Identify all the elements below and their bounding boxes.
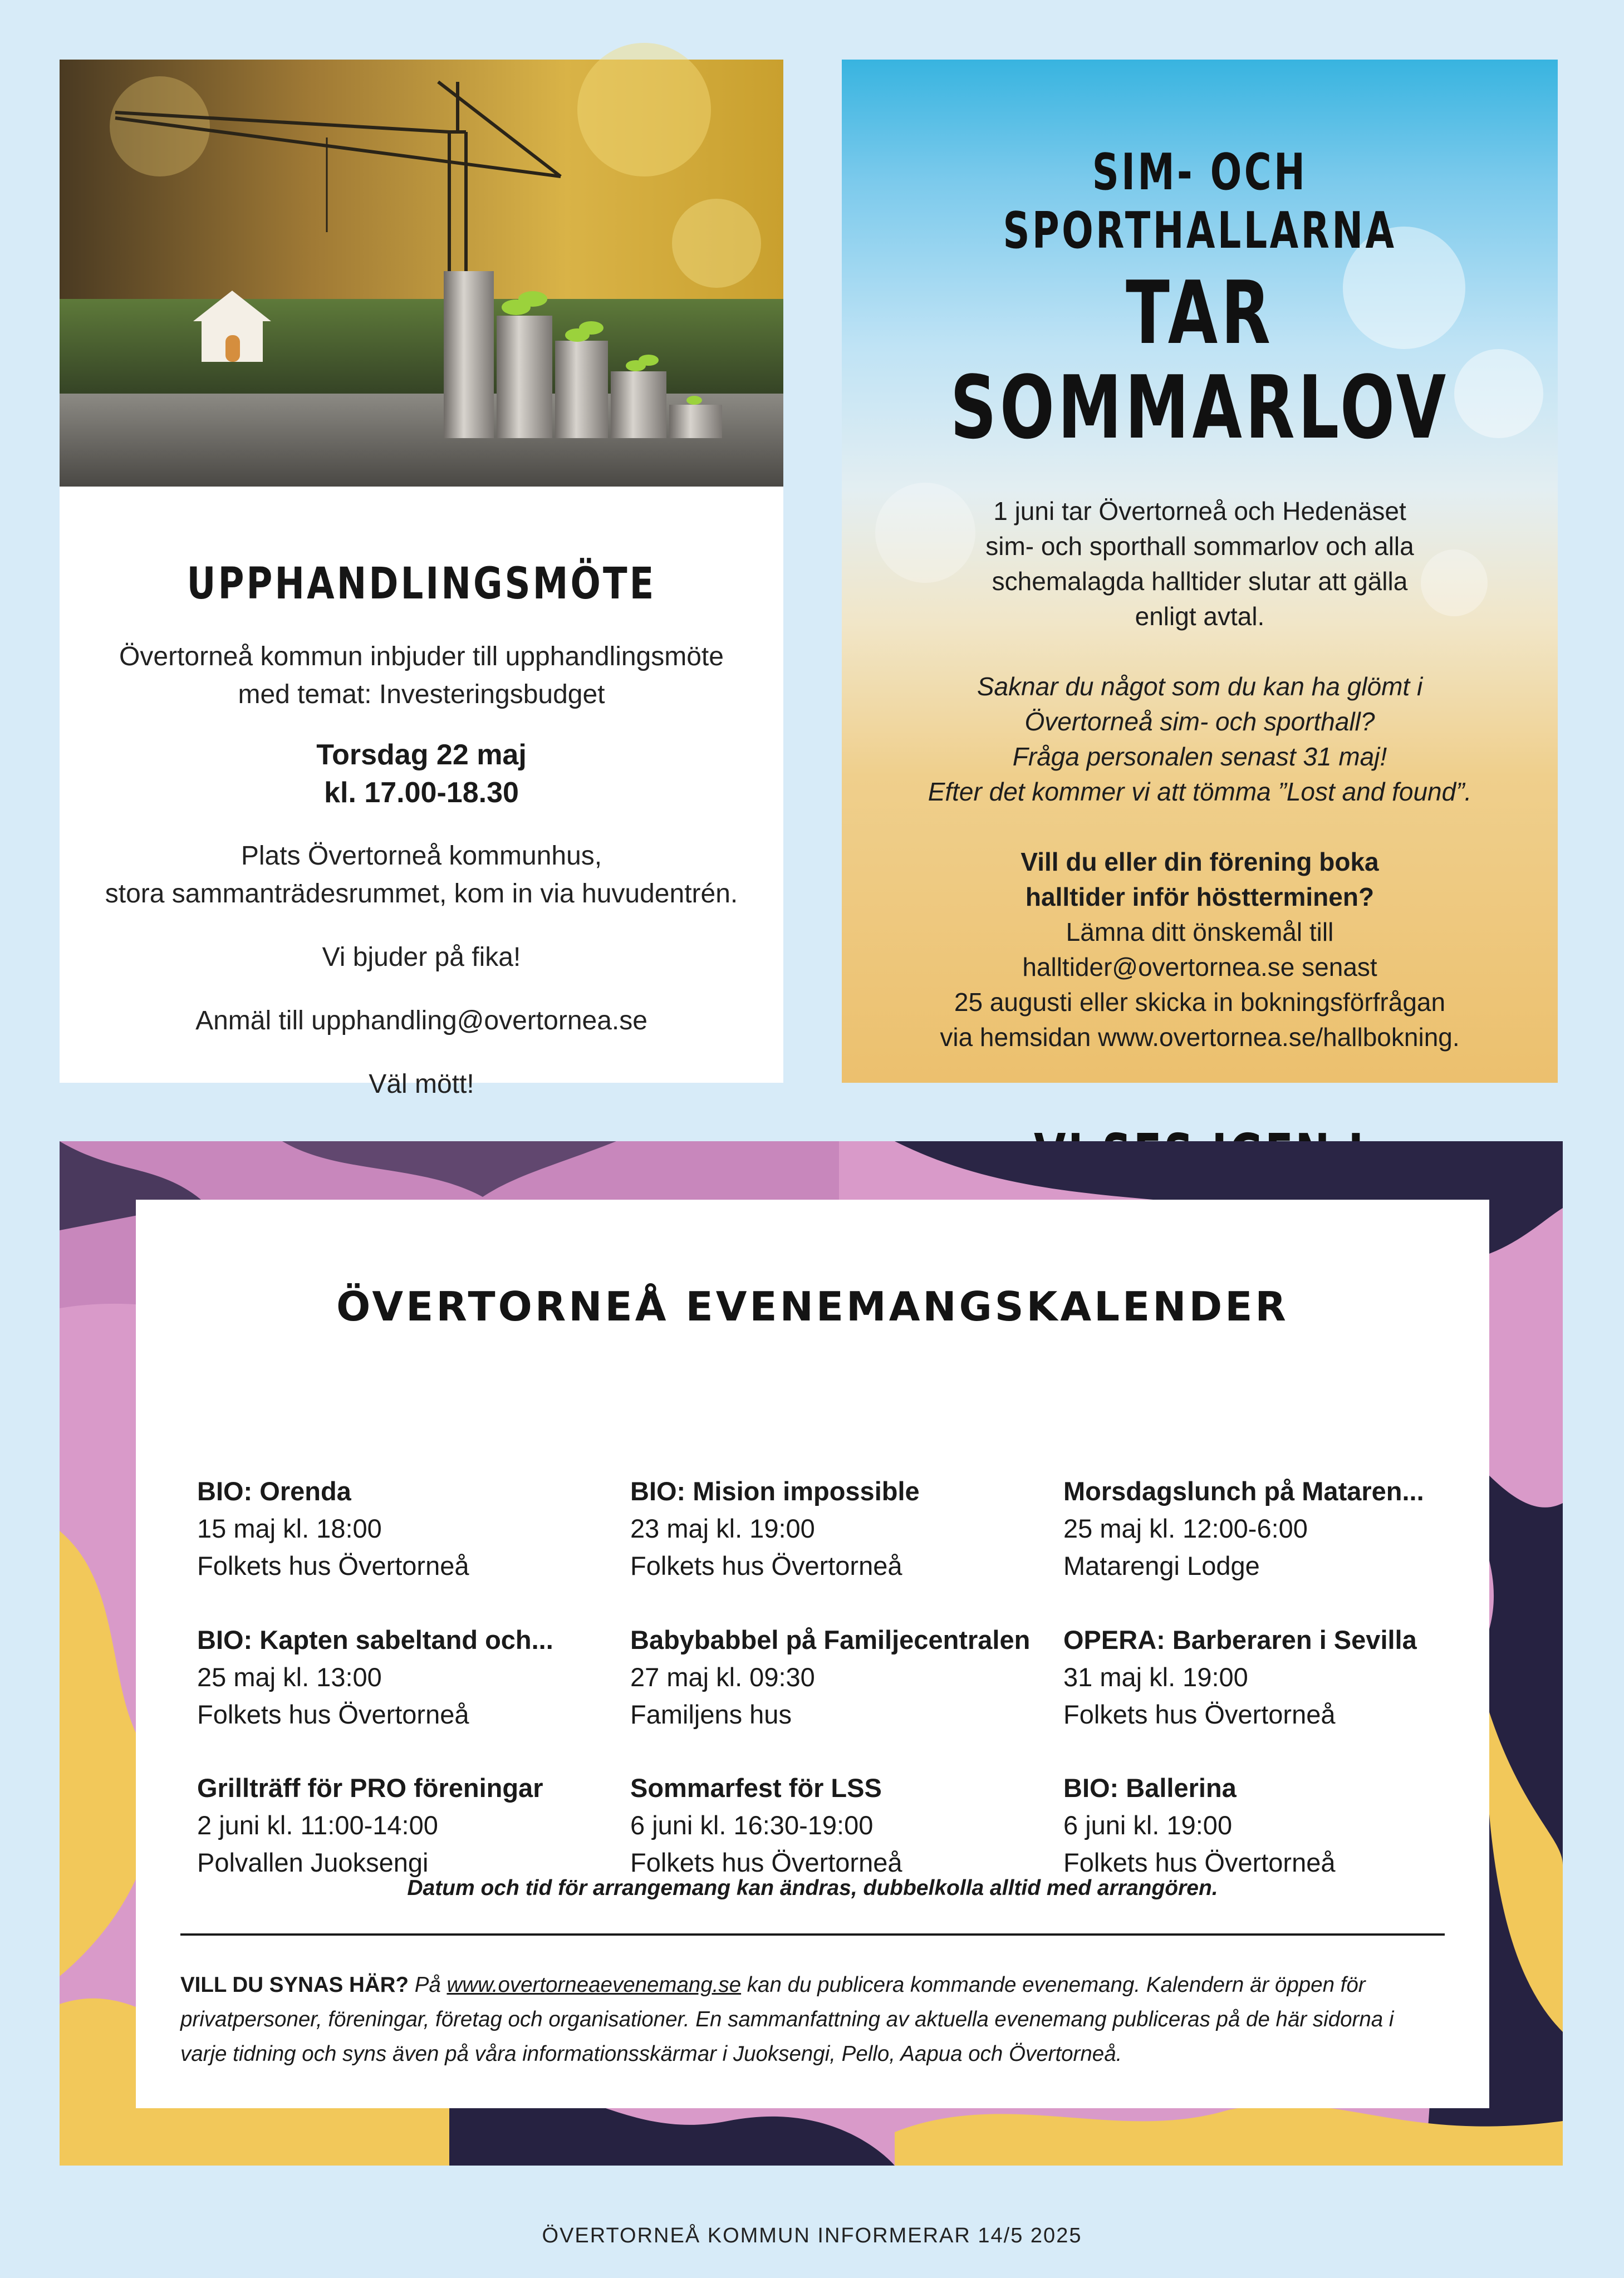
event-location: Folkets hus Övertorneå — [630, 1551, 902, 1580]
lost-found-text: Fråga personalen senast 31 maj! — [1012, 742, 1387, 771]
event-location: Folkets hus Övertorneå — [1063, 1848, 1336, 1877]
booking-question: Vill du eller din förening boka — [1020, 847, 1379, 876]
event-location: Polvallen Juoksengi — [197, 1848, 429, 1877]
closure-text: 1 juni tar Övertorneå och Hedenäset — [993, 497, 1406, 526]
event-title: Grillträff för PRO föreningar — [197, 1773, 543, 1803]
event-item[interactable] — [197, 1769, 620, 1881]
event-title: BIO: Ballerina — [1063, 1773, 1237, 1803]
event-time: 25 maj kl. 13:00 — [197, 1662, 382, 1692]
meeting-date: Torsdag 22 maj — [316, 739, 527, 771]
event-item[interactable] — [630, 1472, 1053, 1584]
lost-found-text: Saknar du något som du kan ha glömt i — [977, 672, 1423, 701]
event-title: BIO: Mision impossible — [630, 1476, 920, 1506]
event-time: 31 maj kl. 19:00 — [1063, 1662, 1248, 1692]
calendar-disclaimer: Datum och tid för arrangemang kan ändras, dubbelkolla alltid med arrangören. — [407, 1876, 1218, 1900]
summer-break-card — [842, 60, 1558, 1083]
intro-line-1: Övertorneå kommun inbjuder till upphandlingsmöte — [119, 642, 724, 671]
procurement-meeting-card — [60, 60, 783, 1099]
event-item[interactable] — [1063, 1472, 1486, 1584]
event-site-link[interactable]: www.overtorneaevenemang.se — [447, 1973, 742, 1997]
booking-text: 25 augusti eller skicka in bokningsförfrågan — [954, 988, 1446, 1017]
place-line-1: Plats Övertorneå kommunhus, — [241, 841, 602, 871]
procurement-title: UPPHANDLINGSMÖTE — [187, 559, 656, 609]
event-time: 6 juni kl. 16:30-19:00 — [630, 1810, 874, 1840]
event-item[interactable] — [630, 1621, 1053, 1733]
event-location: Folkets hus Övertorneå — [1063, 1700, 1336, 1729]
event-location: Familjens hus — [630, 1700, 792, 1729]
event-location: Folkets hus Övertorneå — [197, 1700, 469, 1729]
closure-text: schemalagda halltider slutar att gälla — [992, 567, 1408, 596]
intro-line-2: med temat: Investeringsbudget — [238, 680, 605, 709]
booking-question: halltider inför höstterminen? — [1025, 882, 1375, 911]
booking-text: Lämna ditt önskemål till — [1066, 917, 1334, 946]
coins-crane-photo — [60, 60, 783, 487]
signup-email[interactable]: Anmäl till upphandling@overtornea.se — [195, 1006, 647, 1035]
calendar-info — [180, 1968, 1445, 2071]
closure-text: sim- och sporthall sommarlov och alla — [985, 532, 1414, 561]
event-title: Morsdagslunch på Mataren... — [1063, 1476, 1424, 1506]
booking-link[interactable]: via hemsidan www.overtornea.se/hallbokning. — [940, 1023, 1460, 1052]
closure-text: enligt avtal. — [1135, 602, 1265, 631]
event-calendar — [60, 1141, 1563, 2166]
info-lead: VILL DU SYNAS HÄR? — [180, 1973, 409, 1997]
event-time: 15 maj kl. 18:00 — [197, 1514, 382, 1543]
event-item[interactable] — [197, 1621, 620, 1733]
event-time: 27 maj kl. 09:30 — [630, 1662, 815, 1692]
event-time: 6 juni kl. 19:00 — [1063, 1810, 1233, 1840]
event-title: BIO: Orenda — [197, 1476, 351, 1506]
event-item[interactable] — [197, 1472, 620, 1584]
event-title: Sommarfest för LSS — [630, 1773, 882, 1803]
calendar-panel — [136, 1200, 1489, 2108]
event-location: Matarengi Lodge — [1063, 1551, 1260, 1580]
lost-found-text: Övertorneå sim- och sporthall? — [1024, 707, 1375, 736]
event-time: 23 maj kl. 19:00 — [630, 1514, 815, 1543]
info-pa: På — [414, 1973, 441, 1997]
event-item[interactable] — [1063, 1769, 1486, 1881]
calendar-title: ÖVERTORNEÅ EVENEMANGSKALENDER — [336, 1283, 1289, 1330]
event-item[interactable] — [630, 1769, 1053, 1881]
summer-title-line-1: SIM- OCH SPORTHALLARNA — [1003, 143, 1397, 260]
event-item[interactable] — [1063, 1621, 1486, 1733]
info-text: kan du publicera kommande evenemang. Kalendern är öppen för privatpersoner, föreningar, företag och organisationer. En sammanfattning av aktuella evenemang publiceras på de här sidorna i varje tidning och syns även på våra informationsskärmar i Juoksengi, Pello, Aapua och Övertorneå. — [180, 1973, 1394, 2066]
divider — [180, 1933, 1445, 1936]
event-location: Folkets hus Övertorneå — [630, 1848, 902, 1877]
meeting-time: kl. 17.00-18.30 — [324, 777, 519, 809]
welcome-text: Väl mött! — [369, 1069, 474, 1099]
event-title: BIO: Kapten sabeltand och... — [197, 1625, 553, 1655]
event-time: 25 maj kl. 12:00-6:00 — [1063, 1514, 1308, 1543]
event-time: 2 juni kl. 11:00-14:00 — [197, 1810, 438, 1840]
page-footer: ÖVERTORNEÅ KOMMUN INFORMERAR 14/5 2025 — [542, 2224, 1082, 2247]
event-location: Folkets hus Övertorneå — [197, 1551, 469, 1580]
summer-title-line-2: TAR SOMMARLOV — [950, 262, 1450, 458]
place-line-2: stora sammanträdesrummet, kom in via huvudentrén. — [105, 879, 738, 909]
lost-found-text: Efter det kommer vi att tömma ”Lost and found”. — [928, 777, 1472, 806]
event-title: OPERA: Barberaren i Sevilla — [1063, 1625, 1417, 1655]
fika-note: Vi bjuder på fika! — [322, 942, 521, 972]
booking-email[interactable]: halltider@overtornea.se senast — [1022, 953, 1377, 981]
event-title: Babybabbel på Familjecentralen — [630, 1625, 1031, 1655]
